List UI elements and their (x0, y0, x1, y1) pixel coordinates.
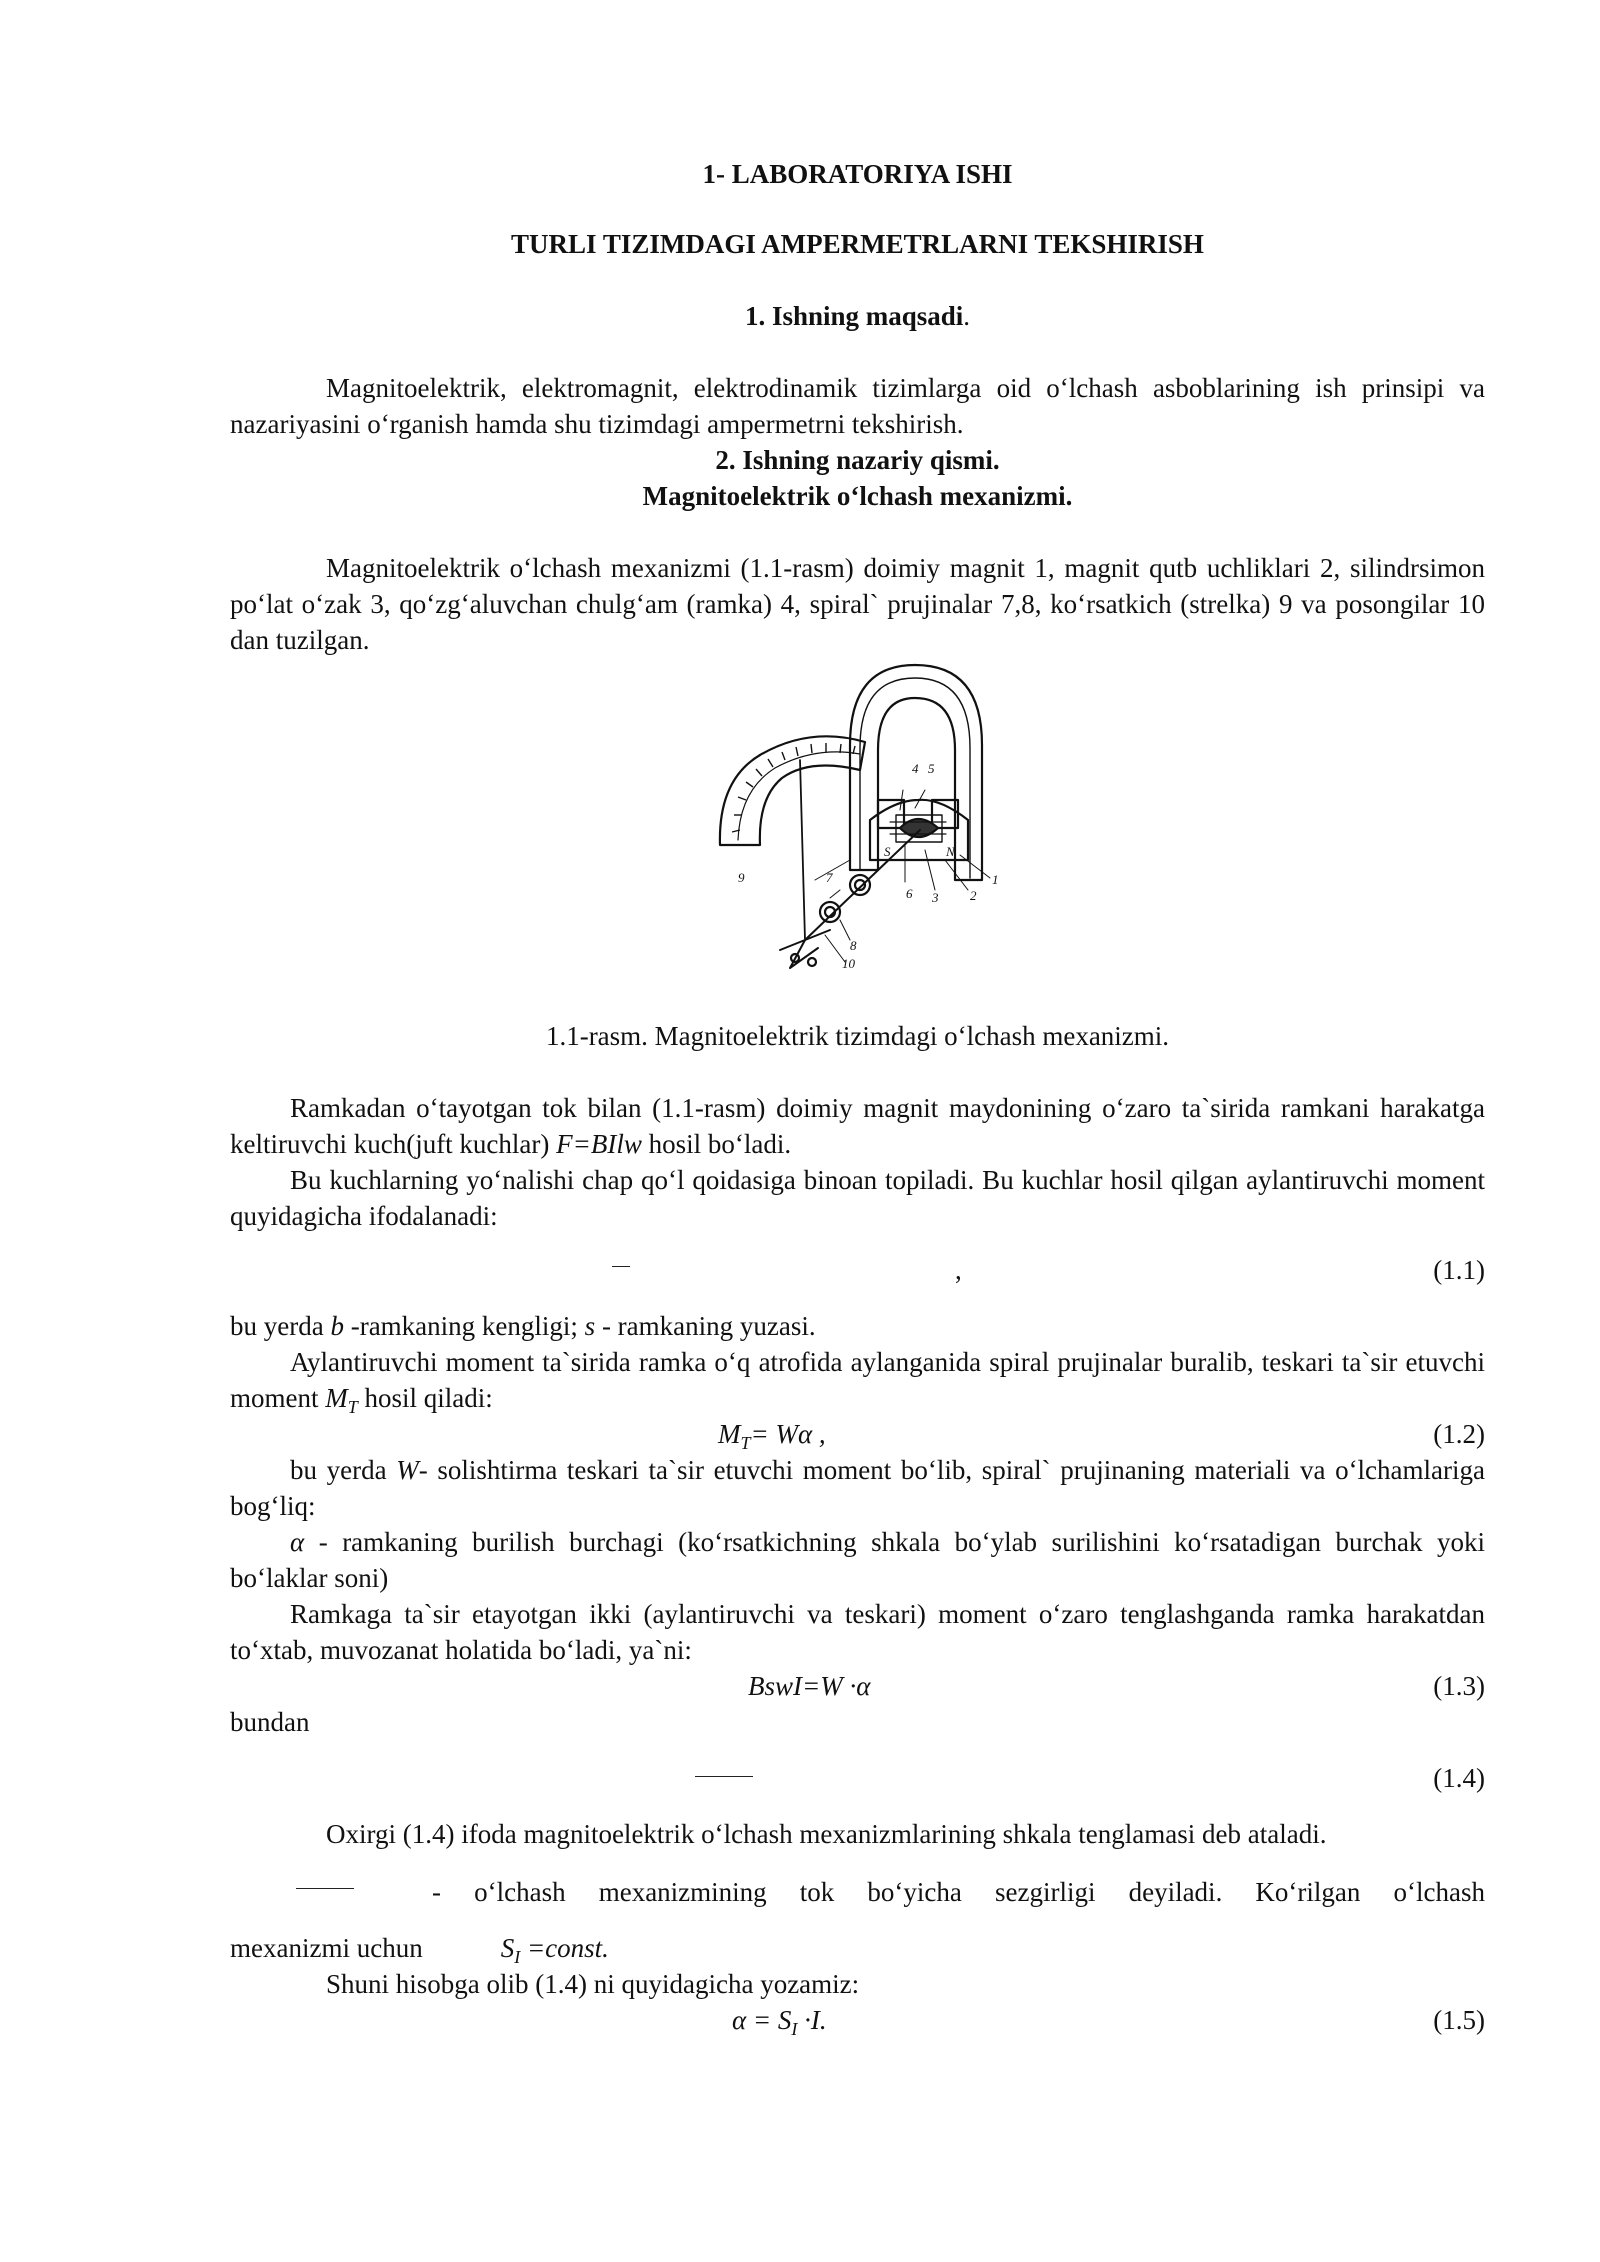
fig-label-4: 4 (912, 761, 919, 776)
eq3-number: (1.3) (1433, 1671, 1485, 1701)
alpha-definition: α - ramkaning burilish burchagi (ko‘rsatkichning shkala bo‘ylab surilishini ko‘rsatadigan burchak yoki bo‘laklar soni) (230, 1527, 1485, 1593)
where1-text: bu yerda b -ramkaning kengligi; s - ramkaning yuzasi. (230, 1311, 816, 1341)
spring-7 (850, 875, 870, 895)
bundan-text: bundan (230, 1707, 310, 1737)
section1-heading: 1. Ishning maqsadi. (744, 301, 971, 331)
lab-title: 1- LABORATORIYA ISHI (702, 159, 1013, 189)
section2-heading: 2. Ishning nazariy qismi. (715, 445, 1000, 475)
eq2-formula: $M_T= W\alpha$ , (718, 1419, 826, 1453)
lab-subtitle: TURLI TIZIMDAGI AMPERMETRLARNI TEKSHIRISH (511, 229, 1204, 259)
counter-moment-paragraph: Aylantiruvchi moment ta`sirida ramka o‘q atrofida aylanganida spiral prujinalar buralib, teskari ta`sir etuvchi moment $M_T$ hosil qiladi: (230, 1347, 1485, 1417)
sensitivity-text: - o‘lchash mexanizmining tok bo‘yicha sezgirligi deyiladi. Ko‘rilgan o‘lchash (432, 1877, 1485, 1907)
intro-paragraph: Magnitoelektrik o‘lchash mexanizmi (1.1-rasm) doimiy magnit 1, magnit qutb uchliklari 2, silindrsimon po‘lat o‘zak 3, qo‘zg‘aluvchan chulg‘am (ramka) 4, spiral` prujinalar 7,8, ko‘rsatkich (strelka) 9 va posongilar 10 dan tuzilgan. (230, 553, 1485, 655)
force-paragraph: Ramkadan o‘tayotgan tok bilan (1.1-rasm) doimiy magnit maydonining o‘zaro ta`sirida ramkani harakatga keltiruvchi kuch(juft kuchlar) F=BIlw hosil bo‘ladi. (230, 1093, 1485, 1159)
figure-caption: 1.1-rasm. Magnitoelektrik tizimdagi o‘lchash mexanizmi. (545, 1021, 1170, 1051)
eq5-formula: $\alpha = S_I \cdot I$. (732, 2005, 827, 2039)
pointer (800, 760, 805, 940)
section1-text: Magnitoelektrik, elektromagnit, elektrodinamik tizimlarga oid o‘lchash asboblarining ish prinsipi va nazariyasini o‘rganish hamda shu tizimdagi ampermetrni tekshirish. (230, 373, 1485, 439)
sensitivity-fraction-bar (296, 1888, 354, 1889)
magnetoelectric-mechanism-figure (700, 650, 1040, 980)
direction-paragraph: Bu kuchlarning yo‘nalishi chap qo‘l qoidasiga binoan topiladi. Bu kuchlar hosil qilgan aylantiruvchi moment quyidagicha ifodalanadi: (230, 1165, 1485, 1231)
fig-label-S: S (884, 844, 891, 859)
hence-paragraph: Shuni hisobga olib (1.4) ni quyidagicha yozamiz: (326, 1969, 860, 1999)
eq2-number: (1.2) (1433, 1419, 1485, 1449)
equilibrium-paragraph: Ramkaga ta`sir etayotgan ikki (aylantiruvchi va teskari) moment o‘zaro tenglashganda ramka harakatdan to‘xtab, muvozanat holatida bo‘ladi, ya`ni: (230, 1599, 1485, 1665)
fig-label-9: 9 (738, 870, 745, 885)
where2-text: bu yerda W- solishtirma teskari ta`sir etuvchi moment bo‘lib, spiral` prujinaning materiali va o‘lchamlariga bog‘liq: (230, 1455, 1485, 1521)
fig-label-8: 8 (850, 938, 857, 953)
fig-label-7: 7 (826, 870, 833, 885)
fig-label-5: 5 (928, 761, 935, 776)
fig-label-6: 6 (906, 886, 913, 901)
fig-label-N: N (946, 844, 955, 859)
section2-subheading: Magnitoelektrik o‘lchash mexanizmi. (642, 481, 1073, 511)
sensitivity-line2: mexanizmi uchun $S_I$ =const. (230, 1933, 609, 1967)
eq1-number: (1.1) (1433, 1255, 1485, 1285)
eq3-formula: BswI=W ·α (748, 1671, 871, 1701)
eq1-fraction-bar (612, 1266, 630, 1267)
eq4-number: (1.4) (1433, 1763, 1485, 1793)
fig-label-2: 2 (970, 888, 977, 903)
eq1-comma: , (955, 1255, 962, 1285)
fig-label-10: 10 (842, 956, 855, 971)
shaft (805, 830, 920, 940)
fig-label-3: 3 (932, 890, 939, 905)
eq5-number: (1.5) (1433, 2005, 1485, 2035)
eq4-fraction-bar (695, 1776, 753, 1777)
spring-8 (820, 902, 840, 922)
scale-equation-paragraph: Oxirgi (1.4) ifoda magnitoelektrik o‘lchash mexanizmlarining shkala tenglamasi deb ataladi. (326, 1819, 1327, 1849)
fig-label-1: 1 (992, 872, 999, 887)
